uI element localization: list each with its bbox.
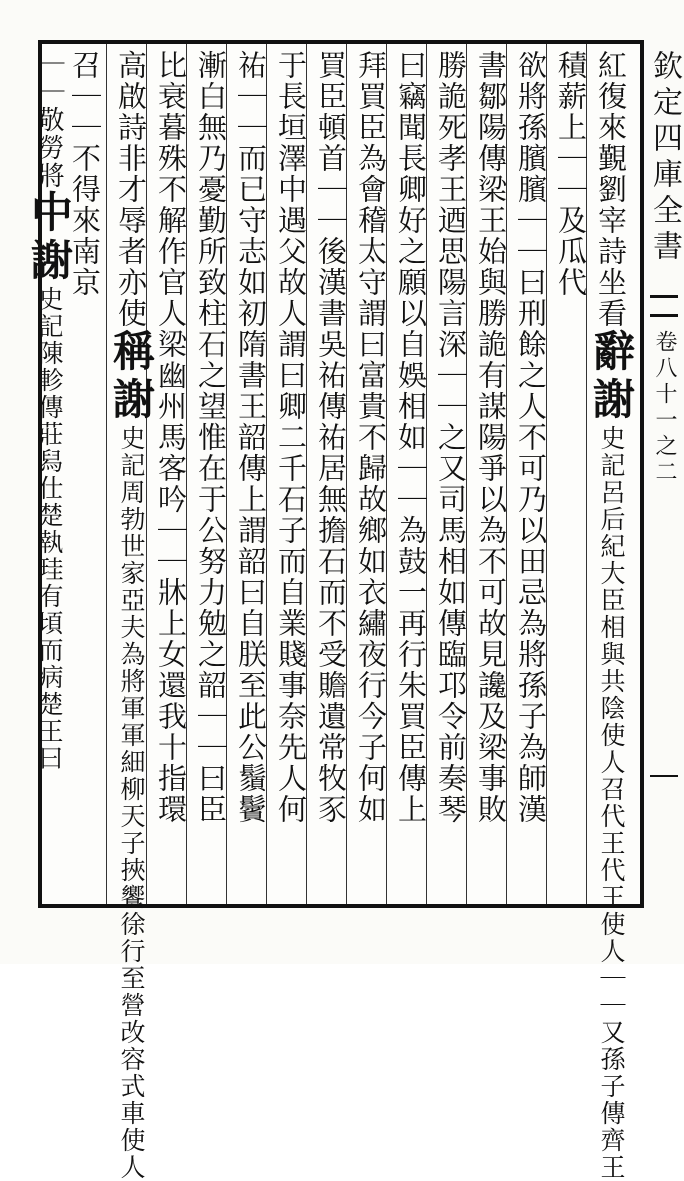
text-column-8 — [308, 50, 354, 895]
text-column-9 — [268, 50, 314, 895]
column-text: 紅復來覲劉宰詩坐看 — [594, 50, 628, 329]
text-column-10 — [228, 50, 274, 895]
entry-heading-cixie: 辭謝 — [587, 329, 636, 425]
text-column-3 — [508, 50, 554, 895]
column-tail: 天子挾饗徐行至營改容式車使人 — [117, 803, 146, 1181]
column-text: ｜｜敬勞將 — [34, 50, 64, 190]
margin-tick — [650, 775, 678, 777]
column-text: 買臣頓首｜｜後漢書吳祐傳祐居無擔石而不受贍遺常牧豕 — [314, 50, 348, 825]
column-text: 比衰暮殊不解作官人梁幽州馬客吟｜｜牀上女還我十指環 — [154, 50, 188, 825]
text-column-12 — [148, 50, 194, 895]
fishtail-mark — [650, 295, 678, 317]
entry-note: 史記陳軫傳莊舄仕楚執珪有頃而病楚王曰 — [35, 286, 64, 772]
text-column-1 — [587, 50, 636, 1181]
entry-heading-chengxie: 稱謝 — [107, 329, 156, 425]
column-text: 召｜｜不得來南京 — [68, 50, 102, 298]
column-text: 書鄒陽傳梁王始與勝詭有謀陽爭以為不可故見讒及梁事敗 — [474, 50, 508, 825]
entry-heading-zhongxie: 中謝 — [25, 190, 74, 286]
column-text: 拜買臣為會稽太守謂曰富貴不歸故鄉如衣繡夜行今子何如 — [354, 50, 388, 825]
text-column-11 — [188, 50, 234, 895]
text-column-6 — [388, 50, 434, 895]
column-text: 積薪上｜｜及瓜代 — [554, 50, 588, 298]
column-text: 曰竊聞長卿好之願以自娛相如｜｜為鼓一再行朱買臣傳上 — [394, 50, 428, 825]
book-title: 欽定四庫全書 — [647, 50, 682, 266]
column-text: 祐｜｜而已守志如初隋書王韶傳上謂韶曰自朕至此公鬚鬢 — [234, 50, 268, 825]
entry-note: 史記周勃世家亞夫為將軍軍細柳 — [117, 425, 146, 803]
column-text: 漸白無乃憂勤所致柱石之望惟在于公努力勉之韶｜｜曰臣 — [194, 50, 228, 825]
column-text: 于長垣澤中遇父故人謂曰卿二千石子而自業賤事奈先人何 — [274, 50, 308, 825]
text-column-7 — [348, 50, 394, 895]
column-text: 勝詭死孝王迺思陽言深｜｜之又司馬相如傳臨邛令前奏琴 — [434, 50, 468, 825]
text-column-5 — [428, 50, 474, 895]
text-column-14 — [70, 50, 108, 895]
text-column-13 — [107, 50, 156, 1181]
volume-label-strip — [650, 330, 678, 760]
entry-note: 史記呂后紀大臣相與共陰使人召代王代王使人｜｜又孫子傳齊王 — [597, 425, 626, 1181]
column-text: 欲將孫臏臏｜｜曰刑餘之人不可乃以田忌為將孫子為師漢 — [514, 50, 548, 825]
text-column-2 — [548, 50, 594, 895]
text-column-15 — [25, 50, 74, 895]
text-column-4 — [468, 50, 514, 895]
volume-label: 卷八十一之二 — [652, 330, 677, 486]
column-text: 高啟詩非才辱者亦使 — [114, 50, 148, 329]
